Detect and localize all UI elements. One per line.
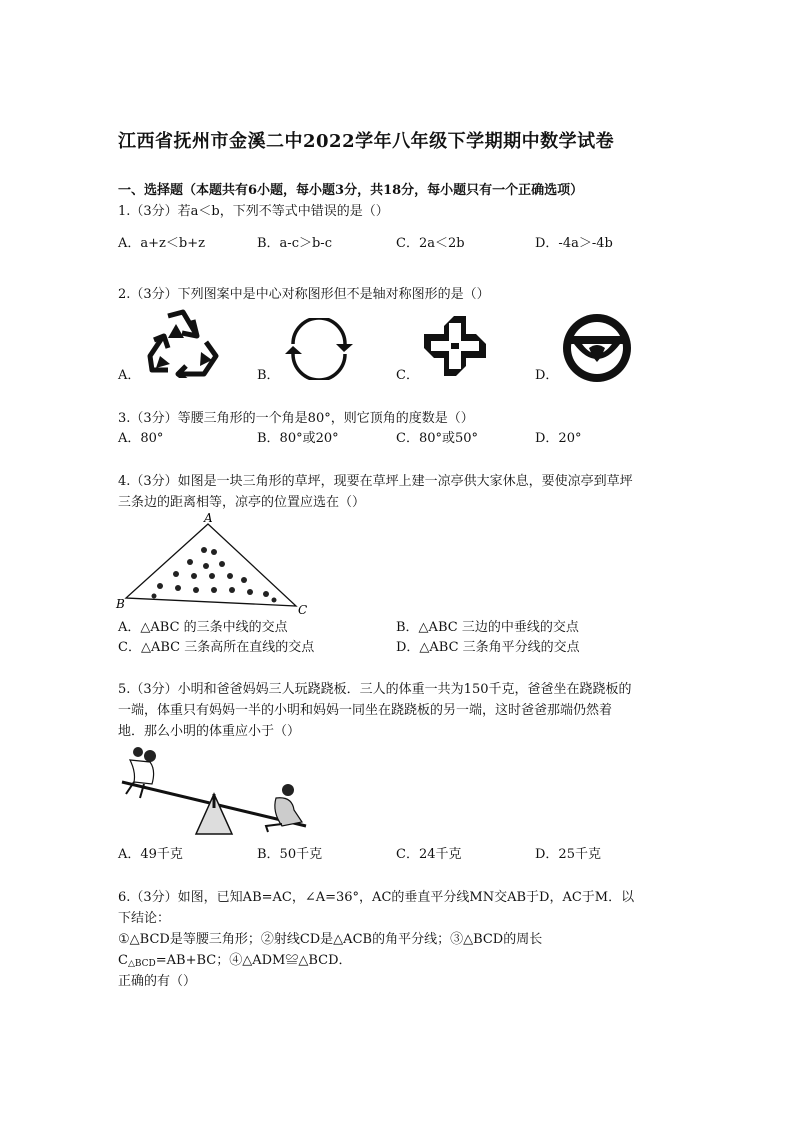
section-heading: 一、选择题（本题共有6小题，每小题3分，共18分，每小题只有一个正确选项） (118, 183, 584, 198)
q2-option-b: B． (257, 368, 280, 383)
perimeter-subscript: △BCD (127, 959, 156, 969)
q4-option-a: A．△ABC 的三条中线的交点 (118, 620, 288, 635)
q4-option-c: C．△ABC 三条高所在直线的交点 (118, 640, 315, 655)
perimeter-formula: =AB+BC；④△ADM≌△BCD． (155, 953, 352, 968)
page-title: 江西省抚州市金溪二中2022学年八年级下学期期中数学试卷 (118, 131, 615, 152)
vertex-label-a: A (204, 511, 213, 525)
q1-option-d: D．-4a＞-4b (535, 236, 613, 251)
q1-option-b: B．a-c＞b-c (257, 236, 332, 251)
question-6-stem-line3: ①△BCD是等腰三角形；②射线CD是△ACB的角平分线；③△BCD的周长 (118, 932, 543, 947)
q2-option-c: C． (396, 368, 419, 383)
q2-option-a: A． (118, 368, 141, 383)
question-4-stem-line2: 三条边的距离相等，凉亭的位置应选在（） (118, 495, 366, 510)
question-3-stem: 3.（3分）等腰三角形的一个角是80°，则它顶角的度数是（） (118, 411, 474, 426)
question-6-stem-line5: 正确的有（） (118, 974, 197, 989)
vertex-label-c: C (298, 603, 308, 617)
q3-option-c: C．80°或50° (396, 431, 479, 446)
circular-logo-figure (560, 312, 634, 384)
question-1-stem: 1.（3分）若a＜b，下列不等式中错误的是（） (118, 204, 389, 219)
circular-arrows-figure (281, 318, 357, 380)
question-5-stem-line1: 5.（3分）小明和爸爸妈妈三人玩跷跷板．三人的体重一共为150千克，爸爸坐在跷跷板的 (118, 682, 632, 697)
q5-option-c: C．24千克 (396, 847, 462, 862)
q5-option-b: B．50千克 (257, 847, 323, 862)
q3-option-a: A．80° (118, 431, 164, 446)
q3-option-d: D．20° (535, 431, 582, 446)
q1-option-a: A．a+z＜b+z (118, 236, 205, 251)
question-4-stem-line1: 4.（3分）如图是一块三角形的草坪，现要在草坪上建一凉亭供大家休息，要使凉亭到草坪 (118, 474, 633, 489)
question-6-stem-line1: 6.（3分）如图，已知AB=AC，∠A=36°，AC的垂直平分线MN交AB于D，AC于M．以 (118, 890, 635, 905)
recycle-figure (146, 308, 220, 378)
q5-option-d: D．25千克 (535, 847, 601, 862)
q3-option-b: B．80°或20° (257, 431, 339, 446)
question-6-stem-line2: 下结论： (118, 911, 171, 926)
question-5-stem-line3: 地．那么小明的体重应小于（） (118, 724, 301, 739)
vertex-label-b: B (116, 597, 125, 611)
q4-option-d: D．△ABC 三条角平分线的交点 (396, 640, 580, 655)
q5-option-a: A．49千克 (118, 847, 183, 862)
perimeter-symbol: C (118, 953, 128, 968)
q2-option-d: D． (535, 368, 559, 383)
question-2-stem: 2.（3分）下列图案中是中心对称图形但不是轴对称图形的是（） (118, 287, 490, 302)
q4-option-b: B．△ABC 三边的中垂线的交点 (396, 620, 579, 635)
seesaw-figure (116, 742, 326, 838)
cross-figure (422, 314, 488, 378)
question-6-stem-line4 (118, 953, 352, 972)
q1-option-c: C．2a＜2b (396, 236, 465, 251)
triangle-lawn-figure (114, 510, 314, 618)
question-5-stem-line2: 一端，体重只有妈妈一半的小明和妈妈一同坐在跷跷板的另一端，这时爸爸那端仍然着 (118, 703, 613, 718)
